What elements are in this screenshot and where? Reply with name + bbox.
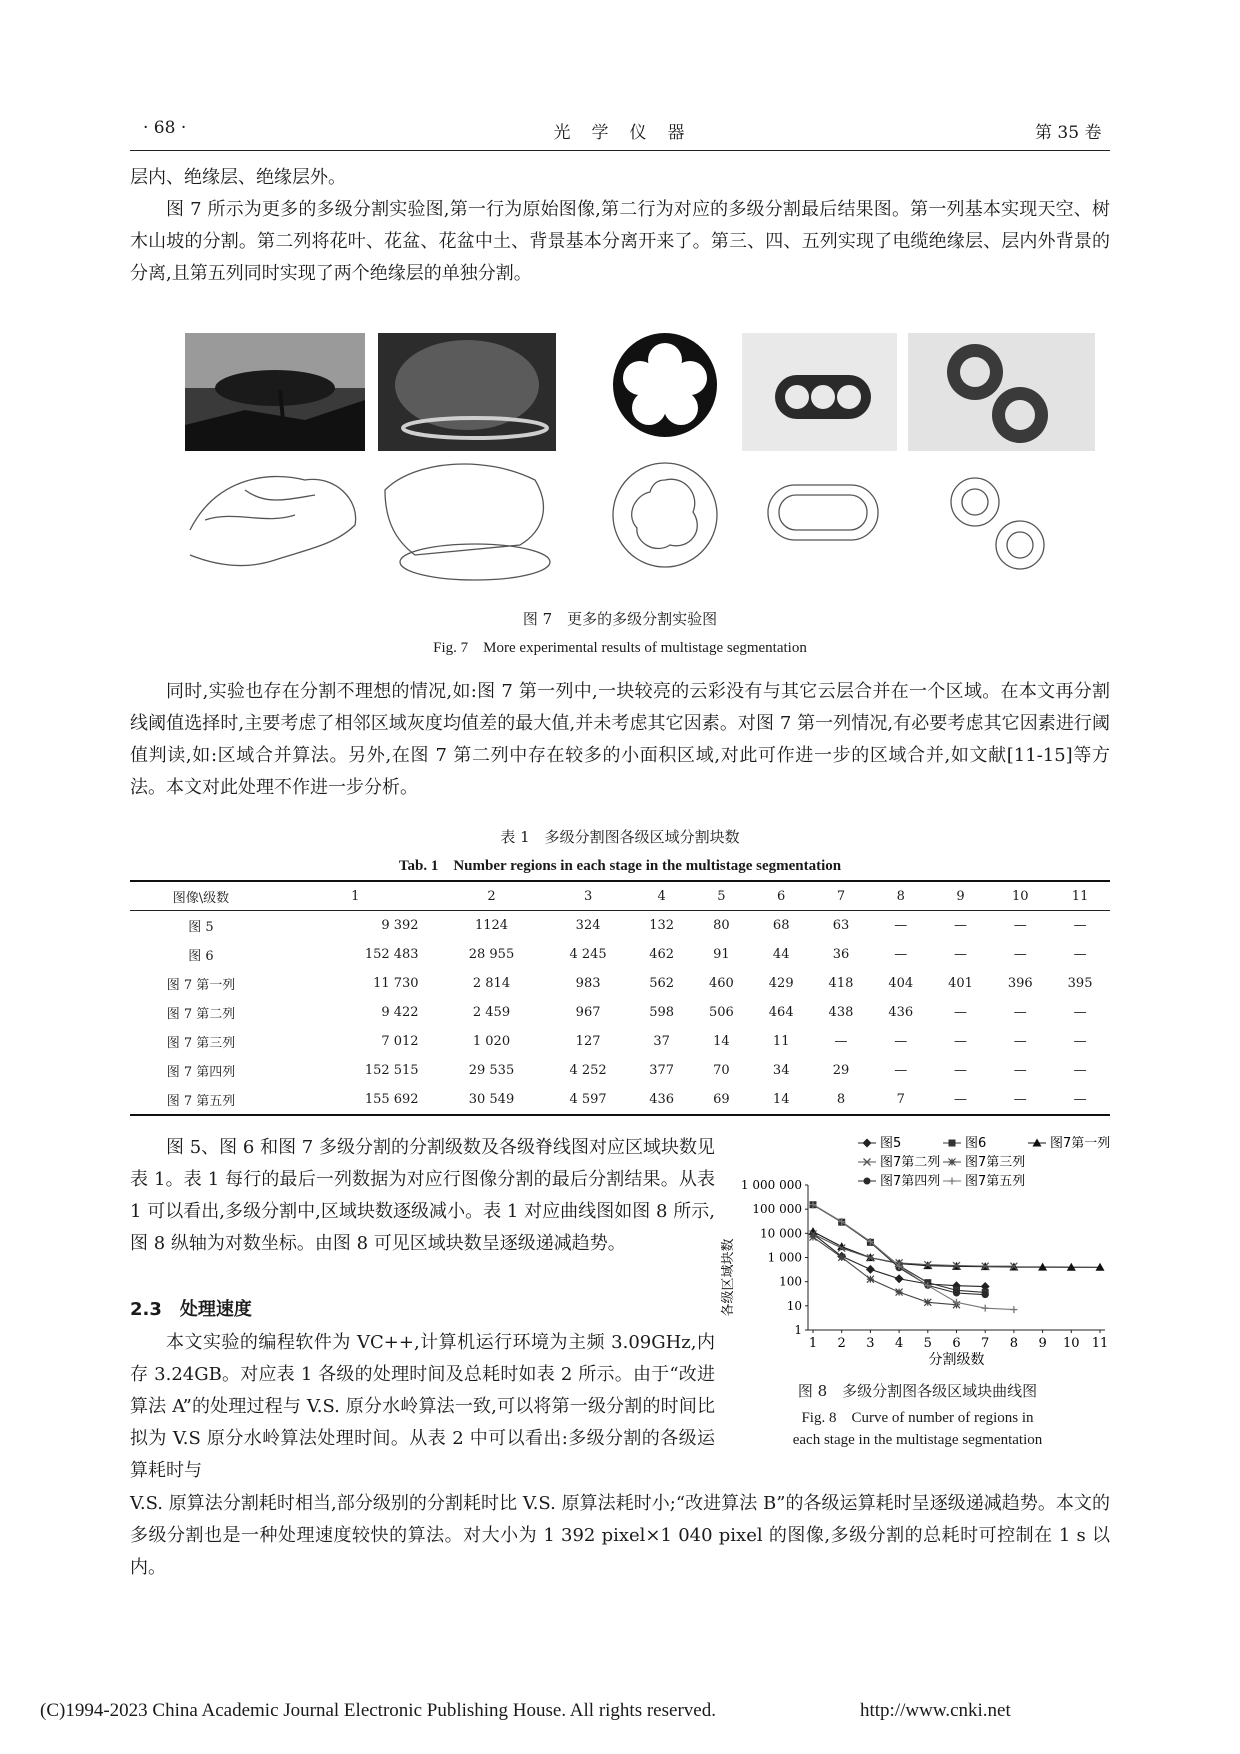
table1-header-cell: 1 — [272, 882, 439, 911]
table1-header-cell: 7 — [811, 882, 871, 911]
x-tick-label: 5 — [923, 1336, 932, 1351]
table-cell: 70 — [713, 1063, 730, 1078]
table-cell: 4 245 — [569, 947, 607, 962]
table-cell: 8 — [836, 1092, 846, 1107]
table1-caption-cn: 表 1 多级分割图各级区域分割块数 — [500, 828, 740, 846]
table-cell: 460 — [709, 976, 734, 991]
y-tick-label: 10 000 — [760, 1226, 802, 1241]
section-heading: 2.3 处理速度 — [130, 1299, 252, 1320]
table-cell: 418 — [828, 976, 854, 991]
table-cell: 438 — [828, 1005, 854, 1020]
table-row-label: 图 7 第二列 — [166, 1007, 236, 1022]
table-cell: — — [953, 1005, 967, 1020]
table-cell: 377 — [649, 1063, 675, 1078]
legend-label: 图7第三列 — [965, 1155, 1026, 1170]
legend-item — [858, 1173, 940, 1189]
table-row-label: 图 7 第三列 — [166, 1036, 236, 1051]
legend-label: 图7第二列 — [880, 1155, 941, 1170]
x-tick-label: 10 — [1063, 1336, 1080, 1351]
paragraph-speed-b: V.S. 原算法分割耗时相当,部分级别的分割耗时比 V.S. 原算法耗时小;“改进算法 B”的各级运算耗时呈逐级递减趋势。本文的多级分割也是一种处理速度较快的算法。对大小为 1 392 pixel×1 040 pixel 的图像,多级分割的总耗时可控制在 1 s 以内。 — [130, 1493, 1110, 1578]
table1-header-cell: 4 — [632, 882, 692, 911]
x-tick-label: 4 — [894, 1336, 904, 1351]
paragraph-speed-a: 本文实验的编程软件为 VC++,计算机运行环境为主频 3.09GHz,内存 3.24GB。对应表 1 各级的处理时间及总耗时如表 2 所示。由于“改进算法 A”的处理过程与 V.S. 原分水岭算法一致,可以将第一级分割的时间比拟为 V.S 原分水岭算法处理时间。从表 2 中可以看出:多级分割的各级运算耗时与 — [130, 1332, 715, 1481]
table-row — [130, 1085, 1110, 1114]
header-rule — [130, 150, 1110, 151]
table-cell: 436 — [888, 1005, 914, 1020]
table-cell: — — [1013, 918, 1027, 933]
table-cell: 404 — [888, 976, 914, 991]
table-cell: 7 012 — [381, 1034, 419, 1049]
y-tick-label: 1 000 000 — [740, 1178, 802, 1192]
table-cell: 68 — [772, 918, 790, 933]
legend-item — [943, 1173, 1025, 1189]
table-cell: 598 — [649, 1005, 675, 1020]
y-tick-label: 1 000 — [767, 1250, 802, 1265]
series-point — [949, 1178, 956, 1185]
paragraph-table-summary: 图 5、图 6 和图 7 多级分割的分割级数及各级脊线图对应区域块数见表 1。表 1 每行的最后一列数据为对应行图像分割的最后分割结果。从表 1 可以看出,多级分割中,区域块数逐级减小。表 1 对应曲线图如图 8 所示,图 8 纵轴为对数坐标。由图 8 可见区域块数呈逐级递减趋势。 — [130, 1137, 715, 1254]
figure8-caption-en-2: each stage in the multistage segmentation — [792, 1432, 1043, 1448]
table-cell: 29 535 — [468, 1063, 515, 1078]
fig7-original-col1 — [185, 333, 365, 451]
series-3 — [809, 1227, 1105, 1271]
table-cell: — — [1073, 1092, 1087, 1107]
table-cell: 4 252 — [569, 1063, 607, 1078]
table-cell: 7 — [896, 1092, 905, 1107]
table-cell: 14 — [713, 1034, 730, 1049]
table-cell: — — [834, 1034, 848, 1049]
series-point — [864, 1178, 871, 1185]
table-row-label: 图 7 第一列 — [166, 978, 236, 993]
table-row — [130, 1027, 1110, 1056]
legend-item — [943, 1136, 986, 1151]
figure8-caption-en-1: Fig. 8 Curve of number of regions in — [801, 1410, 1034, 1426]
volume-label: 第 35 卷 — [1035, 123, 1102, 143]
table-cell: 462 — [649, 947, 675, 962]
table-row-label: 图 7 第五列 — [166, 1094, 236, 1109]
table-cell: — — [1073, 918, 1087, 933]
fig7-original-col5 — [908, 333, 1095, 451]
table-cell: — — [1073, 1063, 1087, 1078]
table-cell: 152 483 — [364, 947, 419, 962]
y-tick-label: 1 — [794, 1323, 802, 1337]
table-cell: 562 — [649, 976, 675, 991]
table-cell: 11 — [772, 1034, 790, 1049]
y-axis-label: 各级区域块数 — [721, 1238, 736, 1317]
table-cell: 63 — [832, 918, 850, 933]
table-cell: 2 459 — [472, 1005, 511, 1020]
legend-item — [858, 1136, 901, 1151]
table-cell: — — [894, 1063, 908, 1078]
series-point — [924, 1299, 931, 1306]
paragraph-figure7-desc: 图 7 所示为更多的多级分割实验图,第一行为原始图像,第二行为对应的多级分割最后结果图。第一列基本实现天空、树木山坡的分割。第二列将花叶、花盆、花盆中土、背景基本分离开来了。第三、四、五列实现了电缆绝缘层、层内外背景的分离,且第五列同时实现了两个绝缘层的单独分割。 — [130, 199, 1110, 284]
table-cell: — — [953, 1063, 967, 1078]
legend-label: 图6 — [965, 1136, 987, 1151]
series-point — [810, 1234, 817, 1241]
x-tick-label: 2 — [837, 1336, 846, 1351]
legend-item — [1028, 1135, 1110, 1151]
paragraph-continued: 层内、绝缘层、绝缘层外。 — [130, 167, 346, 188]
table1-header-cell: 8 — [871, 882, 931, 911]
table-cell: — — [1013, 1034, 1027, 1049]
table-cell: 14 — [772, 1092, 790, 1107]
series-point — [863, 1139, 872, 1148]
table-cell: 80 — [713, 918, 730, 933]
table-row-label: 图 6 — [188, 949, 214, 964]
table-cell: 34 — [772, 1063, 790, 1078]
table-cell: 69 — [713, 1092, 730, 1107]
series-point — [949, 1140, 956, 1147]
table-cell: — — [1013, 947, 1027, 962]
legend-item — [858, 1154, 940, 1170]
table-cell: 155 692 — [364, 1092, 419, 1107]
table1-header-corner: 图像\级数 — [130, 882, 272, 911]
series-point — [1010, 1306, 1017, 1313]
series-line — [813, 1237, 957, 1305]
series-point — [838, 1254, 845, 1261]
table1-header-cell: 11 — [1050, 882, 1110, 911]
figure7-caption-en: Fig. 7 More experimental results of multistage segmentation — [433, 640, 807, 656]
table-cell: — — [1013, 1092, 1027, 1107]
series-point — [867, 1276, 874, 1283]
table-cell: — — [953, 947, 967, 962]
table-row — [130, 969, 1110, 998]
table-cell: — — [1073, 1005, 1087, 1020]
table1-grid — [130, 882, 1110, 1114]
x-tick-label: 8 — [1009, 1336, 1019, 1351]
table-cell: 9 392 — [381, 918, 419, 933]
x-tick-label: 11 — [1091, 1336, 1109, 1351]
table-row — [130, 911, 1110, 941]
figure8-chart — [720, 1135, 1115, 1385]
paragraph-discussion: 同时,实验也存在分割不理想的情况,如:图 7 第一列中,一块较亮的云彩没有与其它云层合并在一个区域。在本文再分割线阈值选择时,主要考虑了相邻区域灰度均值差的最大值,并未考虑其它因素。对图 7 第一列情况,有必要考虑其它因素进行阈值判读,如:区域合并算法。另外,在图 7 第二列中存在较多的小面积区域,对此可作进一步的区域合并,如文献[11-15]等方法。本文对此处理不作进一步分析。 — [130, 681, 1110, 798]
table-cell: — — [894, 1034, 908, 1049]
journal-title: 光 学 仪 器 — [553, 123, 687, 143]
table-cell: — — [1073, 1034, 1087, 1049]
table-row — [130, 998, 1110, 1027]
table-cell: 983 — [575, 976, 601, 991]
footer-copyright: (C)1994-2023 China Academic Journal Electronic Publishing House. All rights reserved. — [40, 1700, 716, 1721]
x-tick-label: 6 — [952, 1336, 961, 1351]
table-row — [130, 1056, 1110, 1085]
table-cell: 127 — [575, 1034, 601, 1049]
table-row-label: 图 5 — [188, 920, 214, 935]
fig7-results — [190, 463, 1044, 580]
table-cell: 324 — [575, 918, 601, 933]
table-cell: 44 — [772, 947, 790, 962]
legend-item — [943, 1154, 1025, 1170]
table1-header-cell: 5 — [692, 882, 752, 911]
table-cell: — — [1073, 947, 1087, 962]
figure7-caption-cn: 图 7 更多的多级分割实验图 — [522, 610, 718, 628]
legend-label: 图7第一列 — [1050, 1136, 1111, 1151]
table-cell: — — [953, 918, 967, 933]
figure7-grid — [185, 330, 1105, 590]
table-cell: 1 020 — [472, 1034, 511, 1049]
table-cell: 429 — [768, 976, 794, 991]
figure7-images — [185, 330, 1105, 590]
table1-header-row — [130, 882, 1110, 911]
table-cell: 36 — [832, 947, 850, 962]
table-cell: — — [894, 947, 908, 962]
table-cell: 9 422 — [381, 1005, 419, 1020]
table1-header-cell: 2 — [439, 882, 545, 911]
x-tick-label: 1 — [808, 1336, 818, 1351]
table-cell: 396 — [1007, 976, 1033, 991]
table1-caption-en: Tab. 1 Number regions in each stage in the multistage segmentation — [398, 858, 842, 874]
series-point — [982, 1305, 989, 1312]
table-cell: 506 — [709, 1005, 734, 1020]
y-tick-label: 100 000 — [752, 1202, 802, 1217]
y-tick-label: 100 — [779, 1274, 802, 1289]
series-5 — [810, 1234, 961, 1309]
legend-label: 图5 — [880, 1136, 902, 1151]
table-cell: 152 515 — [364, 1063, 419, 1078]
table-cell: 436 — [649, 1092, 675, 1107]
x-tick-label: 3 — [866, 1336, 875, 1351]
table1-header-cell: 10 — [990, 882, 1050, 911]
table-cell: 37 — [653, 1034, 670, 1049]
series-point — [982, 1291, 989, 1298]
fig7-original-col4 — [742, 333, 897, 451]
table1-header-cell: 3 — [544, 882, 631, 911]
table-cell: — — [953, 1092, 967, 1107]
series-6 — [810, 1201, 989, 1298]
table-cell: 91 — [713, 947, 730, 962]
series-point — [949, 1159, 956, 1166]
table-cell: 401 — [948, 976, 973, 991]
legend-label: 图7第四列 — [880, 1174, 941, 1189]
fig7-original-col3 — [613, 333, 717, 437]
table-cell: 11 730 — [373, 976, 419, 991]
table-cell: 395 — [1067, 976, 1093, 991]
table1-header-cell: 6 — [751, 882, 811, 911]
table-cell: 4 597 — [569, 1092, 607, 1107]
table-cell: — — [1013, 1005, 1027, 1020]
series-point — [953, 1289, 960, 1296]
table-cell: 464 — [768, 1005, 794, 1020]
table-cell: — — [953, 1034, 967, 1049]
y-tick-label: 10 — [786, 1298, 802, 1313]
figure8-caption-cn: 图 8 多级分割图各级区域块曲线图 — [797, 1382, 1038, 1400]
series-point — [895, 1274, 904, 1283]
table-cell: 29 — [832, 1063, 850, 1078]
table1-header-cell: 9 — [931, 882, 991, 911]
table-cell: 30 549 — [468, 1092, 515, 1107]
x-axis-label: 分割级数 — [928, 1352, 985, 1368]
table-cell: 2 814 — [472, 976, 511, 991]
series-point — [896, 1289, 903, 1296]
fig7-original-col2 — [378, 333, 556, 451]
table-cell: 967 — [575, 1005, 601, 1020]
table1 — [130, 880, 1110, 1116]
series-point — [866, 1265, 875, 1274]
table-cell: — — [894, 918, 908, 933]
table-row-label: 图 7 第四列 — [166, 1065, 236, 1080]
legend-label: 图7第五列 — [965, 1174, 1026, 1189]
table-cell: — — [1013, 1063, 1027, 1078]
table-cell: 132 — [649, 918, 675, 933]
table-cell: 1124 — [474, 918, 509, 933]
page-number: · 68 · — [143, 118, 187, 138]
x-tick-label: 9 — [1038, 1336, 1047, 1351]
table-cell: 28 955 — [468, 947, 515, 962]
footer-url[interactable]: http://www.cnki.net — [860, 1700, 1011, 1721]
table-row — [130, 940, 1110, 969]
x-tick-label: 7 — [981, 1336, 990, 1351]
